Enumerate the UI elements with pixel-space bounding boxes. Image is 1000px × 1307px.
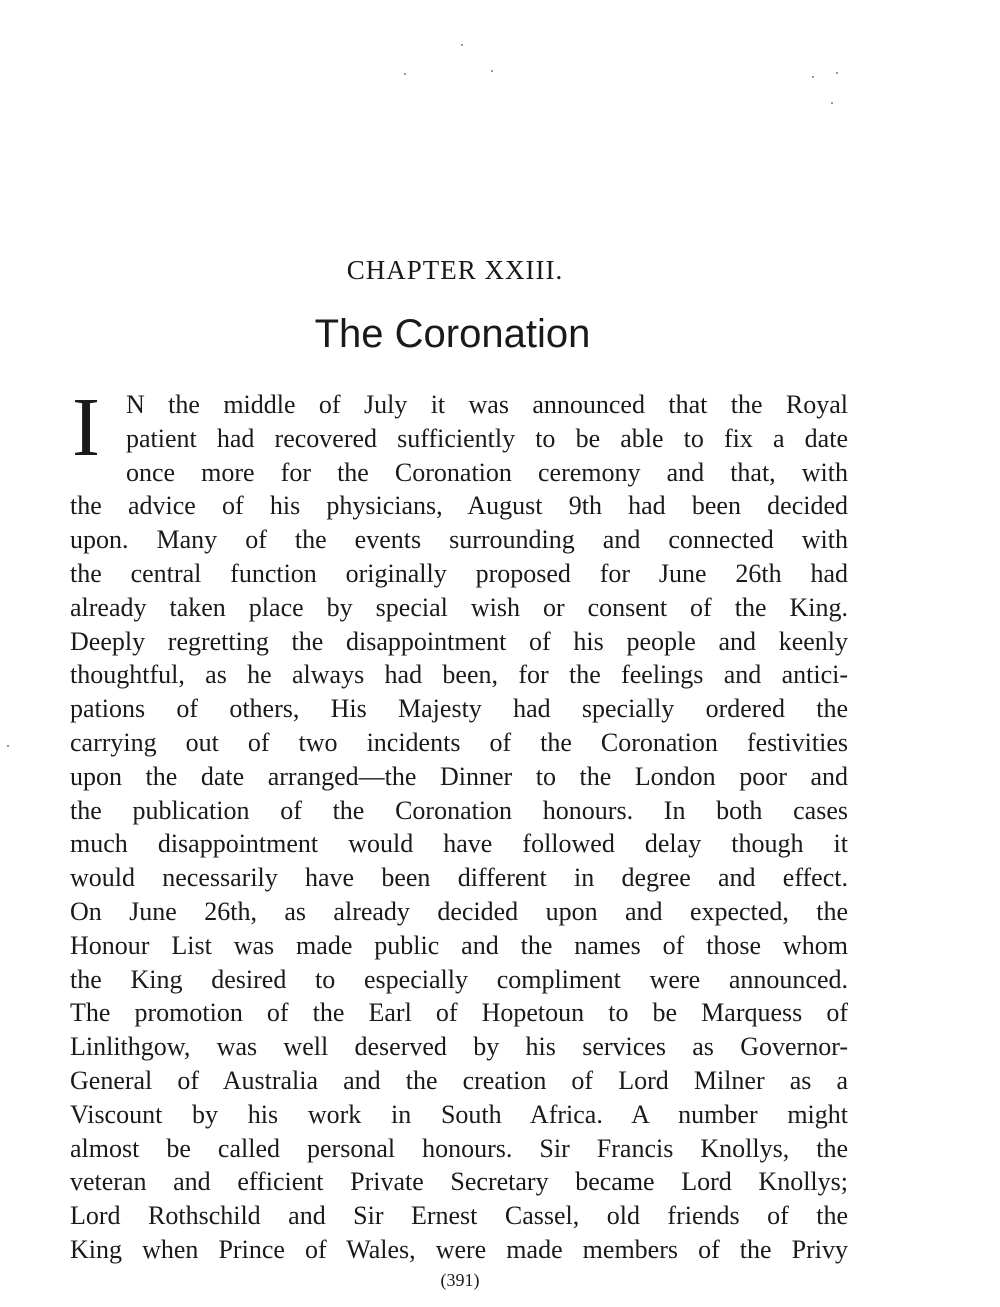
text-line: thoughtful, as he always had been, for the feelings and antici- xyxy=(70,660,848,690)
text-line: upon. Many of the events surrounding and connected with xyxy=(70,525,848,555)
page-number: (391) xyxy=(440,1270,480,1290)
scan-speck xyxy=(404,73,406,75)
text-line: once more for the Coronation ceremony and that, with xyxy=(126,457,848,487)
scan-speck xyxy=(836,72,838,74)
text-line: Linlithgow, was well deserved by his services as Governor- xyxy=(70,1032,848,1062)
text-line: carrying out of two incidents of the Coronation festivities xyxy=(70,727,848,757)
text-line: patient had recovered sufficiently to be able to fix a date xyxy=(126,423,848,453)
text-line: the King desired to especially compliment were announced. xyxy=(70,964,848,994)
text-line: would necessarily have been different in degree and effect. xyxy=(70,863,848,893)
scan-speck xyxy=(831,102,833,104)
scan-speck xyxy=(491,70,493,72)
drop-cap: I xyxy=(72,381,100,474)
text-line: the publication of the Coronation honours. In both cases xyxy=(70,795,848,825)
chapter-body xyxy=(70,381,848,1267)
text-line: On June 26th, as already decided upon and expected, the xyxy=(70,896,848,926)
text-line: The promotion of the Earl of Hopetoun to be Marquess of xyxy=(70,998,848,1028)
scan-speck xyxy=(461,44,463,46)
text-line-content: N the middle of July it was announced that the Royal xyxy=(126,390,848,419)
text-line: pations of others, His Majesty had specially ordered the xyxy=(70,694,848,724)
scan-speck xyxy=(812,76,814,78)
text-line: the central function originally proposed for June 26th had xyxy=(70,558,848,588)
text-line: much disappointment would have followed delay though it xyxy=(70,829,848,859)
text-line: almost be called personal honours. Sir Francis Knollys, the xyxy=(70,1133,848,1163)
chapter-title: The Coronation xyxy=(314,312,591,356)
text-line: General of Australia and the creation of Lord Milner as a xyxy=(70,1065,848,1095)
text-line: veteran and efficient Private Secretary became Lord Knollys; xyxy=(70,1167,848,1197)
chapter-number: CHAPTER XXIII. xyxy=(346,255,564,285)
text-line: upon the date arranged—the Dinner to the London poor and xyxy=(70,761,848,791)
text-line: already taken place by special wish or consent of the King. xyxy=(70,592,848,622)
scan-speck xyxy=(7,745,9,747)
text-line: the advice of his physicians, August 9th had been decided xyxy=(70,491,848,521)
text-line: King when Prince of Wales, were made members of the Privy xyxy=(70,1234,848,1264)
text-line: Deeply regretting the disappointment of his people and keenly xyxy=(70,626,848,656)
text-line: Honour List was made public and the names of those whom xyxy=(70,930,848,960)
text-line: Viscount by his work in South Africa. A number might xyxy=(70,1099,848,1129)
text-line: Lord Rothschild and Sir Ernest Cassel, old friends of the xyxy=(70,1201,848,1231)
